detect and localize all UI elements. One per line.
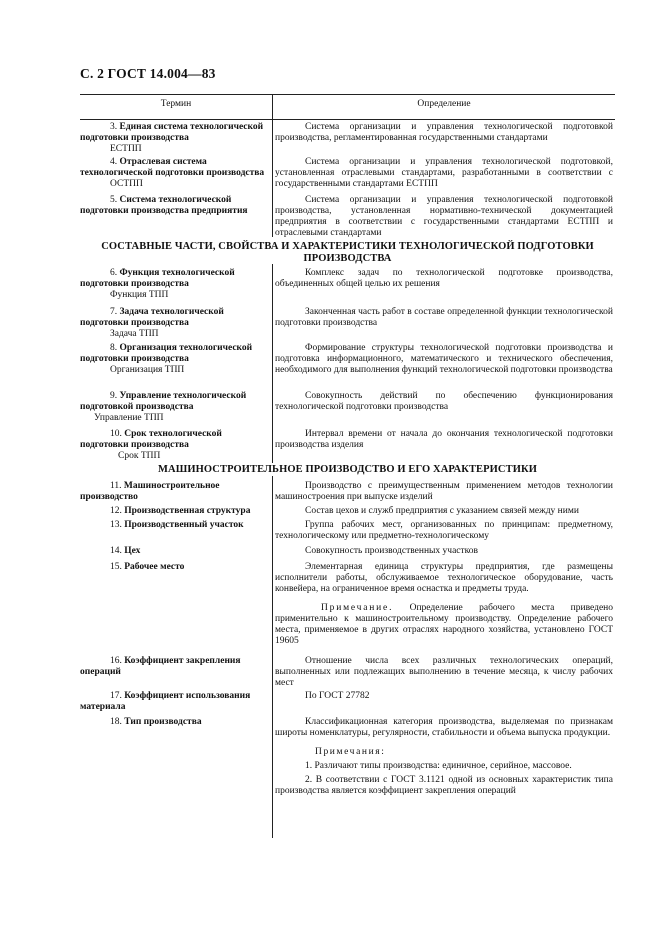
term-row: 17. Коэффициент использования материала [80, 691, 251, 712]
column-header-term: Термин [160, 99, 192, 109]
term-row: 9. Управление технологической подготовкой производства Управление ТПП [80, 391, 247, 423]
definition-row: Система организации и управления технологической подготовкой производства, установленная нормативно-технической документацией предприятия в соответствии с государственными стандартами ЕСТПП и отраслевыми стандартами [275, 195, 613, 238]
definition-row: Законченная часть работ в составе определенной функции технологической подготовки производства [275, 307, 613, 328]
table-top-rule [80, 94, 615, 95]
definition-row: Система организации и управления технологической подготовкой, установленная отраслевыми стандартами, разработанными в соответствии с государственными стандартами ЕСТПП [275, 157, 613, 189]
definition-row: Система организации и управления технологической подготовкой производства, регламентированная государственными стандартами [275, 122, 613, 143]
note-item: 1. Различают типы производства: единичное, серийное, массовое. [305, 761, 572, 771]
column-divider [272, 94, 273, 237]
term-row: 5. Система технологической подготовки производства предприятия [80, 195, 248, 216]
term-row: 8. Организация технологической подготовки производства Организация ТПП [80, 343, 253, 375]
term-row: 10. Срок технологической подготовки производства Срок ТПП [80, 429, 222, 461]
definition-row: Производство с преимущественным применением методов технологии машиностроения при выпуске изделий [275, 481, 613, 502]
term-row: 3. Единая система технологической подготовки производства ЕСТПП [80, 122, 264, 154]
definition-row: Интервал времени от начала до окончания технологической подготовки производства изделия [275, 429, 613, 450]
term-row: 13. Производственный участок [110, 520, 244, 530]
definition-row: Классификационная категория производства, выделяемая по признакам широты номенклатуры, регулярности, стабильности и объема выпуска продукции. Примечания: 1. Различают типы производства: единичное, серийное, массовое. 2. В соответствии с ГОСТ 3.1121 одной из основных характеристик типа производства является коэффициент закрепления операций [275, 717, 613, 796]
column-divider [272, 264, 273, 463]
page-header: С. 2 ГОСТ 14.004—83 [80, 66, 216, 81]
term-row: 12. Производственная структура [110, 506, 251, 516]
term-row: 7. Задача технологической подготовки производства Задача ТПП [80, 307, 224, 339]
term-row: 16. Коэффициент закрепления операций [80, 656, 241, 677]
definition-row: По ГОСТ 27782 [305, 691, 370, 701]
section-heading: МАШИНОСТРОИТЕЛЬНОЕ ПРОИЗВОДСТВО И ЕГО ХАРАКТЕРИСТИКИ [158, 464, 537, 475]
notes-label: Примечания: [315, 747, 386, 757]
term-row: 18. Тип производства [110, 717, 202, 727]
definition-row: Совокупность действий по обеспечению функционирования технологической подготовки производства [275, 391, 613, 412]
term-row: 15. Рабочее место [110, 562, 185, 572]
term-row: 11. Машиностроительное производство [80, 481, 220, 502]
definition-row: Элементарная единица структуры предприятия, где размещены исполнители работы, обслуживаемое технологическое оборудование, часть конвейера, на ограниченное время оснастка и предметы труда. Примечание. Определение рабочего места приведено применительно к машиностроительному производству. Определение рабочего места, применяемое в других отраслях народного хозяйства, установлено ГОСТ 19605 [275, 562, 613, 646]
note-item: 2. В соответствии с ГОСТ 3.1121 одной из основных характеристик типа производства является коэффициент закрепления операций [275, 775, 613, 796]
column-divider [272, 476, 273, 838]
term-row: 4. Отраслевая система технологической подготовки производства ОСТПП [80, 157, 265, 189]
note-label: Примечание. [321, 603, 394, 613]
definition-row: Состав цехов и служб предприятия с указанием связей между ними [305, 506, 579, 516]
section-heading: СОСТАВНЫЕ ЧАСТИ, СВОЙСТВА И ХАРАКТЕРИСТИКИ ТЕХНОЛОГИЧЕСКОЙ ПОДГОТОВКИ ПРОИЗВОДСТВА [101, 241, 594, 264]
column-header-definition: Определение [417, 99, 471, 109]
definition-row: Совокупность производственных участков [305, 546, 479, 556]
definition-row: Отношение числа всех различных технологических операций, выполненных или подлежащих выполнению в течение месяца, к числу рабочих мест [275, 656, 613, 688]
definition-row: Формирование структуры технологической подготовки производства и подготовка информационного, математического и технического обеспечения, необходимого для выполнения функций технологической подготовки производства [275, 343, 613, 375]
term-row: 14. Цех [110, 546, 141, 556]
table-header-rule [80, 119, 615, 120]
definition-row: Комплекс задач по технологической подготовке производства, объединенных общей целью их решения [275, 268, 613, 289]
term-row: 6. Функция технологической подготовки производства Функция ТПП [80, 268, 235, 300]
definition-row: Группа рабочих мест, организованных по принципам: предметному, технологическому или предметно-технологическому [275, 520, 613, 541]
